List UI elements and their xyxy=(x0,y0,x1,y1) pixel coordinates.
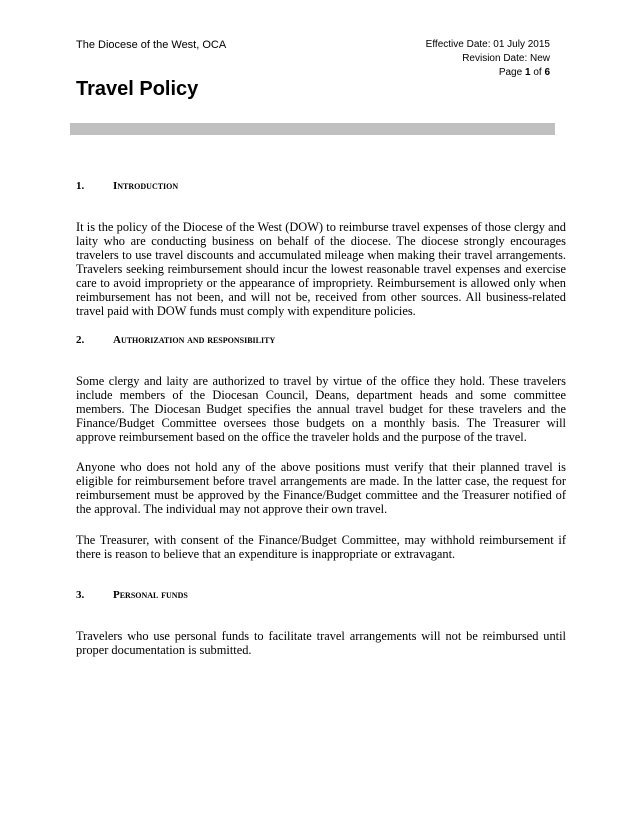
section-number: 2. xyxy=(76,334,85,346)
section-2-paragraph-2: Anyone who does not hold any of the above positions must verify that their planned travel is eligible for reimbursement before travel arrangements are made. In the latter case, the request for reimbursement must be approved by the Finance/Budget committee and the Treasurer notified of the approval. The individual may not approve their own travel. xyxy=(76,460,566,516)
section-1-heading xyxy=(76,180,178,192)
title-divider-bar xyxy=(70,123,555,135)
section-2-paragraph-3: The Treasurer, with consent of the Finance/Budget Committee, may withhold reimbursement if there is reason to believe that an expenditure is inappropriate or extravagant. xyxy=(76,533,566,561)
document-meta xyxy=(426,38,550,80)
section-number: 3. xyxy=(76,589,85,601)
page-indicator xyxy=(426,66,550,80)
section-title: Introduction xyxy=(113,180,179,192)
section-title: Personal funds xyxy=(113,589,188,601)
revision-date: Revision Date: New xyxy=(462,53,550,64)
page-title: Travel Policy xyxy=(76,78,199,100)
page-of: of xyxy=(533,67,542,78)
section-3-heading xyxy=(76,589,188,601)
section-2-paragraph-1: Some clergy and laity are authorized to travel by virtue of the office they hold. These travelers include members of the Diocesan Council, Deans, department heads and some committee members. The Diocesan Budget specifies the annual travel budget for these travelers and the Finance/Budget Committee oversees those budgets on a monthly basis. The Treasurer will approve reimbursement based on the office the traveler holds and the purpose of the travel. xyxy=(76,374,566,444)
page-current: 1 xyxy=(524,67,531,78)
organization-name: The Diocese of the West, OCA xyxy=(76,39,227,51)
page-total: 6 xyxy=(544,67,550,78)
section-1-paragraph-1: It is the policy of the Diocese of the West (DOW) to reimburse travel expenses of those clergy and laity who are conducting business on behalf of the diocese. The diocese strongly encourages travelers to use travel discounts and accumulated mileage when making their travel arrangements. Travelers seeking reimbursement should incur the lowest reasonable travel expenses and exercise care to avoid impropriety or the appearance of impropriety. Reimbursement is allowed only when reimbursement has not been, and will not be, received from other sources. All business-related travel paid with DOW funds must comply with expenditure policies. xyxy=(76,220,566,318)
section-3-paragraph-1: Travelers who use personal funds to facilitate travel arrangements will not be reimbursed until proper documentation is submitted. xyxy=(76,629,566,657)
section-number: 1. xyxy=(76,180,85,192)
section-2-heading xyxy=(76,334,275,346)
section-title: Authorization and responsibility xyxy=(113,334,276,346)
page-label: Page xyxy=(498,67,523,78)
effective-date: Effective Date: 01 July 2015 xyxy=(425,39,550,50)
